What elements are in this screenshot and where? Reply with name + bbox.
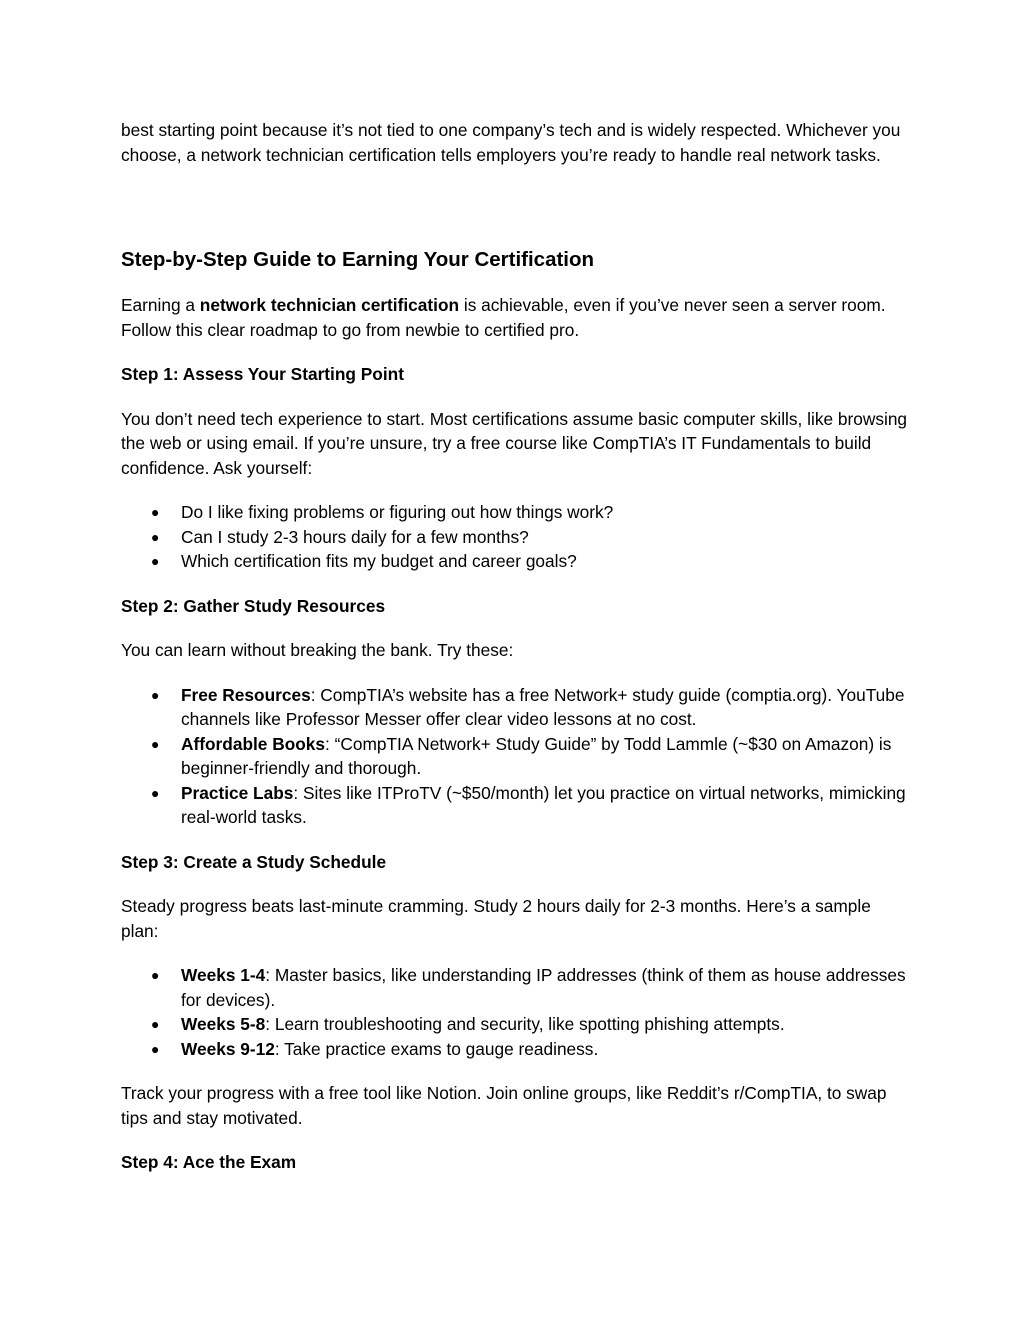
step3-closing: Track your progress with a free tool like Notion. Join online groups, like Reddit’s r/CompTIA, to swap tips and stay motivated.	[121, 1083, 887, 1128]
lead-prefix: Earning a	[121, 295, 200, 315]
bullet-icon: ●	[151, 735, 160, 752]
lead-bold: network technician certification	[199, 295, 460, 315]
list-item-text: Do I like fixing problems or figuring out how things work?	[181, 502, 614, 522]
section-heading: Step-by-Step Guide to Earning Your Certification	[121, 248, 595, 271]
bullet-icon: ●	[151, 528, 160, 545]
step1-heading: Step 1: Assess Your Starting Point	[121, 364, 404, 384]
list-item-text: : Master basics, like understanding IP addresses (think of them as house addresses for devices).	[181, 965, 906, 1010]
step3-list	[121, 963, 911, 1061]
step2-list	[121, 683, 911, 830]
lead-paragraph	[121, 293, 911, 342]
list-item-bold: Weeks 1-4	[181, 965, 266, 985]
list-item-bold: Affordable Books	[181, 733, 326, 754]
bullet-icon: ●	[151, 553, 160, 569]
bullet-icon: ●	[151, 1016, 160, 1032]
step1-list	[121, 500, 911, 574]
step3-paragraph: Steady progress beats last-minute cramming. Study 2 hours daily for 2-3 months. Here’s a sample plan:	[121, 896, 871, 941]
step4-heading: Step 4: Ace the Exam	[121, 1152, 297, 1172]
bullet-icon: ●	[151, 784, 160, 801]
list-item	[121, 1012, 911, 1037]
list-item-bold: Free Resources	[181, 684, 311, 705]
step2-paragraph: You can learn without breaking the bank. Try these:	[121, 640, 514, 660]
list-item	[121, 525, 911, 550]
bullet-icon: ●	[151, 1040, 160, 1057]
list-item-text: : Learn troubleshooting and security, like spotting phishing attempts.	[265, 1014, 785, 1034]
step2-heading: Step 2: Gather Study Resources	[121, 595, 386, 616]
list-item-bold: Weeks 9-12	[181, 1038, 275, 1059]
list-item-text: Which certification fits my budget and career goals?	[181, 551, 577, 571]
document-page	[121, 118, 911, 1175]
list-item-text: : CompTIA’s website has a free Network+ study guide (comptia.org). YouTube channels like Professor Messer offer clear video lessons at no cost.	[181, 684, 905, 729]
list-item-text: : “CompTIA Network+ Study Guide” by Todd Lammle (~$30 on Amazon) is beginner-friendly and thorough.	[181, 733, 892, 778]
step3-heading: Step 3: Create a Study Schedule	[121, 851, 387, 872]
list-item-bold: Weeks 5-8	[181, 1014, 266, 1034]
list-item	[121, 781, 911, 830]
list-item-text: Can I study 2-3 hours daily for a few months?	[181, 526, 529, 547]
list-item	[121, 500, 911, 525]
list-item	[121, 683, 911, 732]
list-item-text: : Take practice exams to gauge readiness.	[274, 1038, 599, 1059]
list-item-text: : Sites like ITProTV (~$50/month) let you practice on virtual networks, mimicking real-world tasks.	[181, 782, 906, 827]
list-item	[121, 732, 911, 781]
list-item	[121, 1037, 911, 1062]
bullet-icon: ●	[151, 967, 160, 983]
lead-suffix: is achievable, even if you’ve never seen a server room. Follow this clear roadmap to go from newbie to certified pro.	[121, 295, 886, 340]
list-item	[121, 963, 911, 1012]
step1-paragraph: You don’t need tech experience to start. Most certifications assume basic computer skills, like browsing the web or using email. If you’re unsure, try a free course like CompTIA’s IT Fundamentals to build confidence. Ask yourself:	[121, 408, 908, 478]
intro-paragraph: best starting point because it’s not tied to one company’s tech and is widely respected. Whichever you choose, a network technician certification tells employers you’re ready to handle real network tasks.	[121, 120, 901, 165]
bullet-icon: ●	[151, 686, 160, 703]
list-item-bold: Practice Labs	[181, 782, 294, 803]
bullet-icon: ●	[151, 504, 160, 520]
list-item	[121, 549, 911, 574]
